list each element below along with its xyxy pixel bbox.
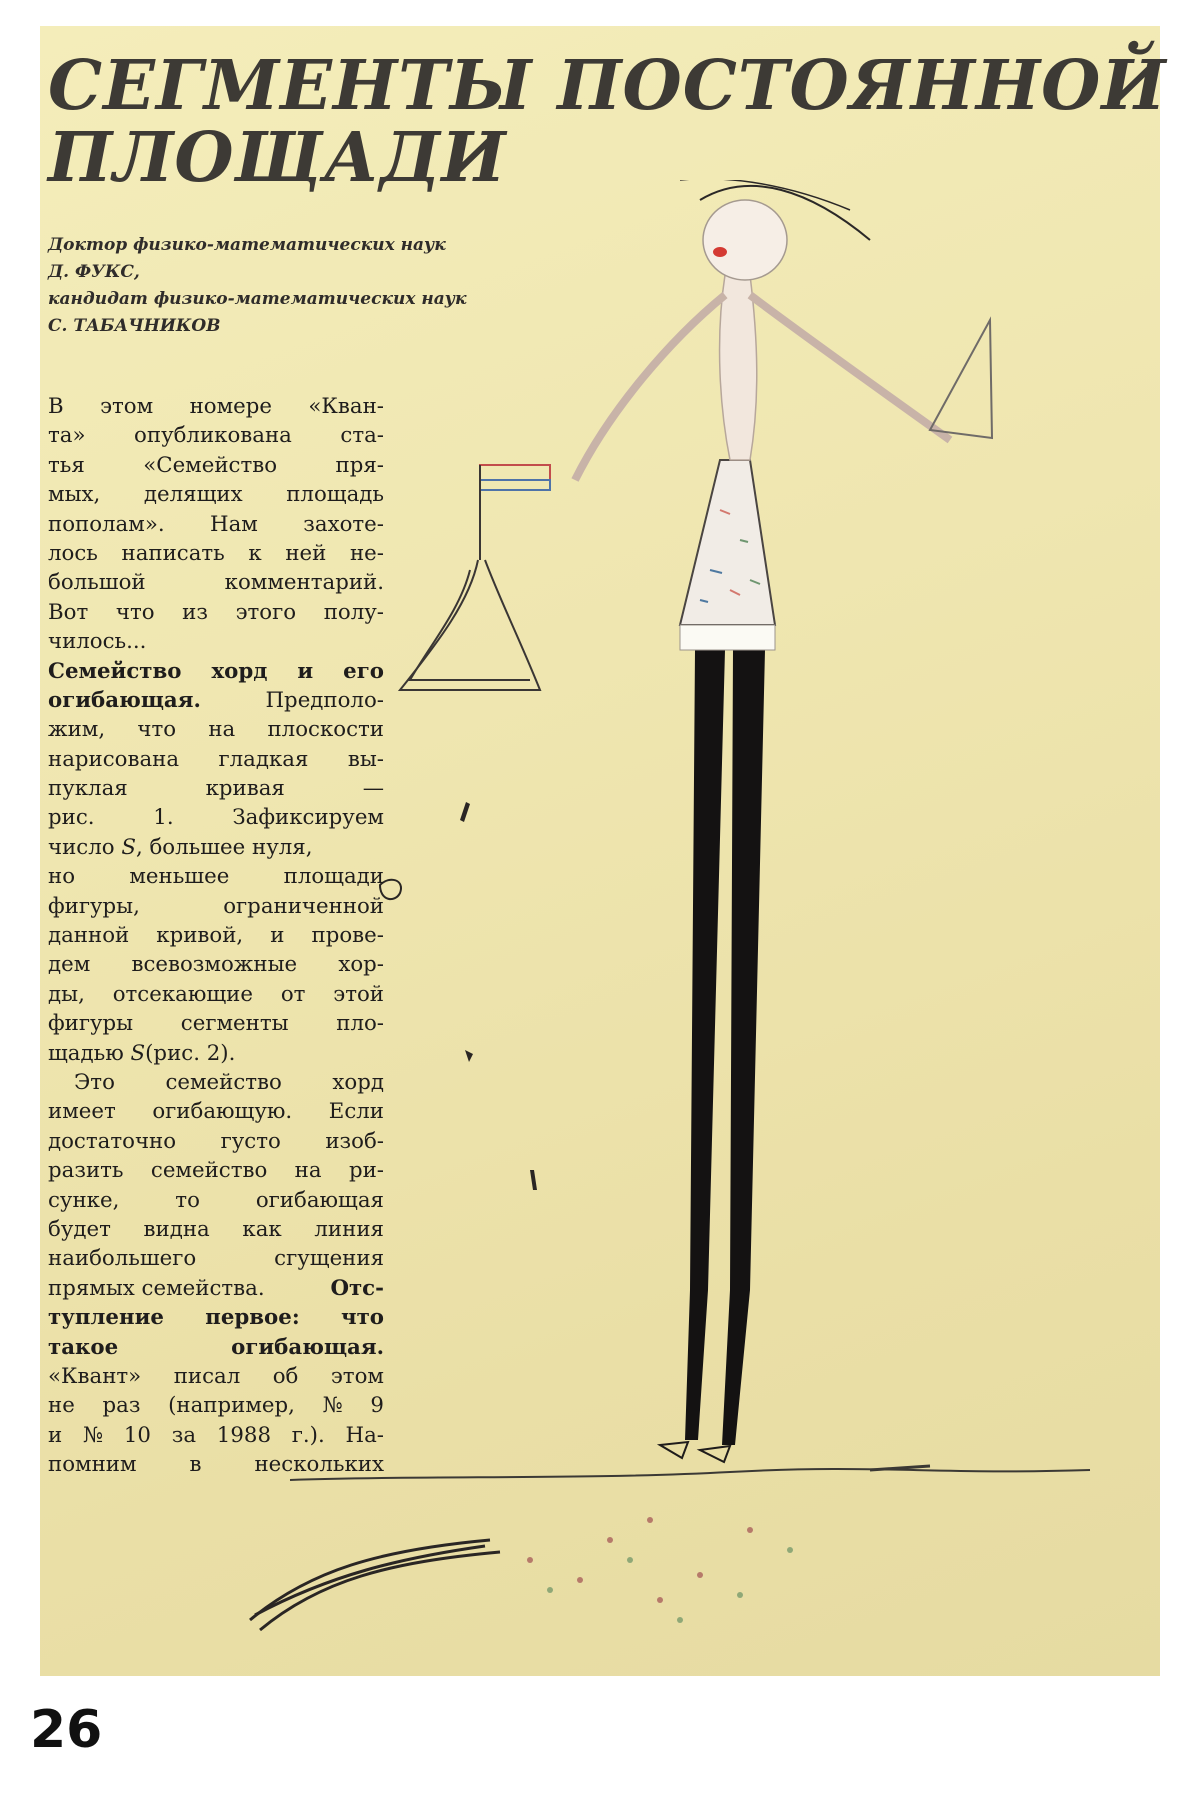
word: пуклая (48, 776, 128, 802)
word: кривая (205, 776, 285, 802)
text-line (48, 392, 384, 421)
word: прове- (311, 923, 384, 949)
text-line (48, 862, 384, 891)
word: «Квант» (48, 1363, 142, 1389)
word: пополам». (48, 511, 165, 537)
word: имеет (48, 1099, 116, 1125)
article-body (48, 392, 384, 1479)
text-line (48, 1391, 384, 1420)
word: раз (102, 1393, 141, 1419)
word: нарисована (48, 746, 180, 772)
text-line (48, 745, 384, 774)
word: мых, (48, 482, 101, 508)
text-line (48, 1450, 384, 1479)
word: рис. (48, 805, 95, 831)
word: сунке, (48, 1187, 120, 1213)
word: за (171, 1422, 197, 1448)
word: всевозможные (131, 952, 298, 978)
math-variable-s: S (121, 834, 136, 860)
text-line (48, 1068, 384, 1097)
word: этом (330, 1363, 384, 1389)
word: семейство (150, 1158, 268, 1184)
text-line (48, 1215, 384, 1244)
section-heading: Отс- (330, 1275, 384, 1301)
torso (720, 275, 757, 460)
word: плоскости (267, 717, 384, 743)
word: жим, (48, 717, 106, 743)
text-line (48, 921, 384, 950)
text-line (48, 950, 384, 979)
text-line (48, 480, 384, 509)
left-arm (575, 295, 725, 480)
text-line: число S , большее нуля, (48, 833, 384, 862)
word: хор- (338, 952, 384, 978)
word: дем (48, 952, 91, 978)
word: лось (48, 540, 98, 566)
section-heading: первое: (205, 1305, 300, 1331)
text-line (48, 1009, 384, 1038)
word: опубликована (134, 423, 292, 449)
word: площадь (286, 482, 384, 508)
word: полу- (323, 599, 384, 625)
text-line (48, 539, 384, 568)
text-line (48, 1097, 384, 1126)
word: Вот (48, 599, 89, 625)
word: нескольких (254, 1452, 384, 1478)
word: ды, (48, 981, 85, 1007)
word: Зафиксируем (232, 805, 384, 831)
word: что (115, 599, 155, 625)
ground-scribble (250, 1540, 500, 1630)
word: линия (314, 1216, 384, 1242)
section-heading-end: огибающая. (48, 687, 201, 713)
word: номере (189, 394, 272, 419)
word: ри- (348, 1158, 384, 1184)
word: наибольшего (48, 1246, 197, 1272)
text-line (48, 598, 384, 627)
text-line: щадью S (рис. 2). (48, 1039, 384, 1068)
word: № (82, 1422, 104, 1448)
text-line (48, 510, 384, 539)
word: помним (48, 1452, 137, 1478)
hand-flag (930, 320, 992, 438)
word: ограниченной (223, 893, 384, 919)
text-line (48, 568, 384, 597)
text-line (48, 774, 384, 803)
word: Это (74, 1069, 115, 1095)
text-line (48, 1333, 384, 1362)
word: На- (345, 1422, 384, 1448)
author-1-degree: Доктор физико-математических наук (48, 235, 446, 255)
word: площади (283, 864, 384, 890)
text-line (48, 1421, 384, 1450)
word: будет (48, 1216, 111, 1242)
word: В (48, 394, 64, 419)
word: ста- (340, 423, 384, 449)
word: то (175, 1187, 200, 1213)
word: но (48, 864, 76, 890)
shoe-right (700, 1446, 730, 1462)
word: фигуры (48, 1011, 134, 1037)
word: «Семейство (143, 452, 278, 478)
word: данной (48, 923, 130, 949)
section-heading: Семейство (48, 658, 182, 684)
text-line (48, 1303, 384, 1332)
word: ней (285, 540, 327, 566)
text-line (48, 657, 384, 686)
text-line (48, 1127, 384, 1156)
word: на (294, 1158, 322, 1184)
skirt-lace (680, 625, 775, 650)
page-number: 26 (30, 1700, 103, 1760)
scattered-marks (380, 802, 537, 1190)
text-line (48, 1186, 384, 1215)
author-2-name: С. ТАБАЧНИКОВ (48, 316, 221, 336)
word: достаточно (48, 1128, 177, 1154)
text-line (48, 1244, 384, 1273)
basket (400, 465, 550, 690)
word: что (137, 717, 177, 743)
word: пря- (335, 452, 384, 478)
section-heading-end: такое (48, 1334, 119, 1360)
text-line: прямых семейства. Отс- (48, 1274, 384, 1303)
ground-dots-green (547, 1547, 793, 1623)
word: тья (48, 452, 85, 478)
text-line (48, 803, 384, 832)
word: большой (48, 570, 146, 596)
text-line (48, 451, 384, 480)
ground-line (290, 1466, 1090, 1480)
title-line-1: СЕГМЕНТЫ ПОСТОЯННОЙ (48, 46, 1167, 126)
word: «Кван- (308, 394, 384, 419)
word: комментарий. (224, 570, 384, 596)
word: захоте- (303, 511, 384, 537)
word: делящих (143, 482, 243, 508)
word: огибающая (255, 1187, 384, 1213)
word: Если (328, 1099, 384, 1125)
text-line: чилось... (48, 629, 147, 655)
word: изоб- (325, 1128, 384, 1154)
word: пло- (336, 1011, 384, 1037)
word: отсекающие (112, 981, 253, 1007)
word: сгущения (274, 1246, 384, 1272)
word: от (280, 981, 306, 1007)
math-variable-s: S (130, 1040, 146, 1066)
word: 9 (370, 1393, 384, 1419)
text-line (48, 715, 384, 744)
title-line-2: ПЛОЩАДИ (48, 118, 507, 198)
ground-dots (527, 1517, 753, 1603)
word: как (242, 1216, 282, 1242)
article-title (48, 46, 1167, 198)
word: сегменты (180, 1011, 289, 1037)
word: и (270, 923, 285, 949)
section-heading: его (343, 658, 384, 684)
text-line (48, 892, 384, 921)
word: хорд (332, 1069, 384, 1095)
word: разить (48, 1158, 124, 1184)
skirt (680, 460, 775, 625)
right-arm (750, 295, 950, 440)
word: 1988 (216, 1422, 271, 1448)
word: густо (220, 1128, 281, 1154)
word: видна (143, 1216, 210, 1242)
text-line: огибающая. Предполо- (48, 686, 384, 715)
word: к (248, 540, 262, 566)
author-1-name: Д. ФУКС, (48, 262, 140, 282)
text-line (48, 1156, 384, 1185)
section-heading: хорд (211, 658, 268, 684)
word: та» (48, 423, 86, 449)
word: огибающую. (152, 1099, 293, 1125)
shoe (660, 1442, 688, 1458)
word: этой (333, 981, 384, 1007)
word: писал (173, 1363, 241, 1389)
word: меньшее (129, 864, 230, 890)
section-heading: и (297, 658, 314, 684)
word: — (362, 776, 384, 802)
word: 1. (153, 805, 174, 831)
word: и (48, 1422, 63, 1448)
left-leg (685, 650, 725, 1440)
word: не (48, 1393, 75, 1419)
word: не- (349, 540, 384, 566)
word: этого (235, 599, 297, 625)
author-2-degree: кандидат физико-математических наук (48, 289, 467, 309)
word: Нам (210, 511, 258, 537)
word: кривой, (156, 923, 244, 949)
text-line (48, 1362, 384, 1391)
word: 10 (123, 1422, 151, 1448)
word: вы- (347, 746, 384, 772)
section-heading: что (341, 1305, 384, 1331)
word: фигуры, (48, 893, 140, 919)
word: на (208, 717, 236, 743)
word: (например, (168, 1393, 295, 1419)
word: в (189, 1452, 202, 1478)
word: из (182, 599, 208, 625)
word: № (322, 1393, 343, 1419)
section-heading: тупление (48, 1305, 164, 1331)
word: семейство (165, 1069, 282, 1095)
word: гладкая (218, 746, 309, 772)
word: этом (100, 394, 154, 419)
word: г.). (291, 1422, 325, 1448)
text-line (48, 980, 384, 1009)
section-heading-end: огибающая. (231, 1334, 384, 1360)
head (680, 180, 870, 280)
authors-block (48, 232, 528, 340)
text-line (48, 421, 384, 450)
word: об (272, 1363, 299, 1389)
word: написать (121, 540, 225, 566)
right-leg (722, 650, 765, 1445)
